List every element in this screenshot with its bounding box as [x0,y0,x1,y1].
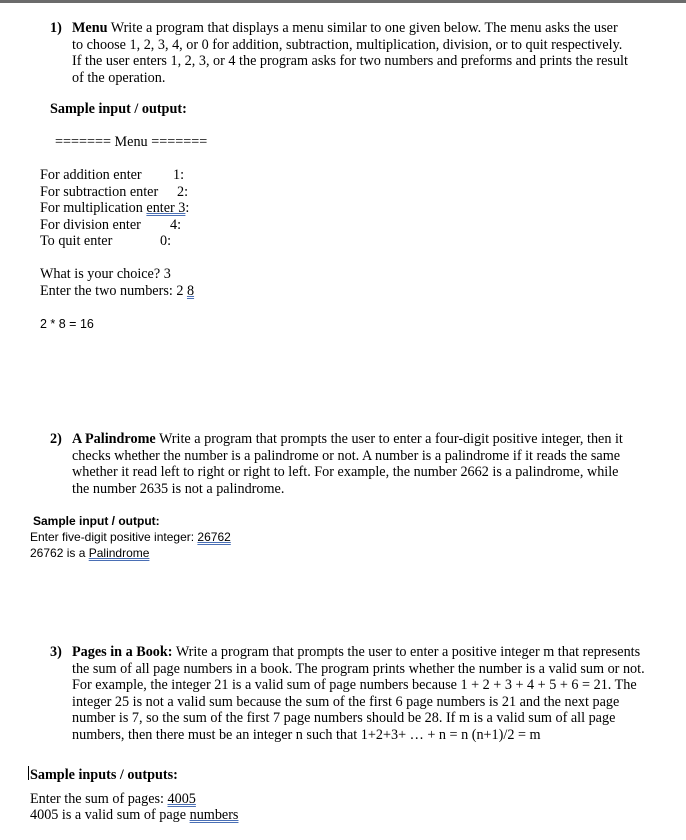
q1-numbers-line [40,283,194,300]
q2-number: 2) [50,431,62,447]
q1-number: 1) [50,20,62,36]
q2-line-4: the number 2635 is not a palindrome. [72,480,285,497]
q3-input-value: 4005 [167,791,196,807]
q1-line-4: of the operation. [72,69,166,86]
q2-output-line [30,546,149,560]
page-top-border [0,0,686,3]
q1-line-2: to choose 1, 2, 3, 4, or 0 for addition, subtraction, multiplication, division, or to quit respectively. [72,36,623,53]
q3-number: 3) [50,644,62,660]
q1-result-line: 2 * 8 = 16 [40,317,94,331]
q3-line-5: number is 7, so the sum of the first 7 page numbers should be 28. If m is a valid sum of all page [72,710,616,727]
q2-line-3: whether it read left to right or right to left. For example, the number 2662 is a palindrome, while [72,464,619,481]
menu-item-label: For subtraction enter [40,184,159,200]
q1-numbers-prompt: Enter the two numbers: 2 [40,283,187,299]
menu-item-value: 0: [160,233,172,249]
q3-line-1: Write a program that prompts the user to enter a positive integer m that represents [175,644,641,660]
q2-line-1: Write a program that prompts the user to enter a four-digit positive integer, then it [158,431,623,447]
q2-input-value: 26762 [197,530,231,544]
menu-item-value: 1: [173,167,185,183]
q3-input-prompt: Enter the sum of pages: [30,791,168,807]
q3-line-6: numbers, then there must be an integer n such that 1+2+3+ … + n = n (n+1)/2 = m [72,726,541,743]
q3-line-3: For example, the integer 21 is a valid sum of page numbers because 1 + 2 + 3 + 4 + 5 + 6 = 21. The [72,677,637,694]
q3-sample-heading: Sample inputs / outputs: [30,767,178,783]
text-cursor [28,766,29,780]
q1-line-3: If the user enters 1, 2, 3, or 4 the program asks for two numbers and preforms and prints the result [72,53,628,70]
menu-item-value: 2: [177,184,189,200]
q2-input-prompt: Enter five-digit positive integer: [30,530,198,544]
q3-output-prefix: 4005 is a valid sum of page [30,807,190,823]
q1-numbers-second: 8 [186,283,195,299]
q1-title: Menu [72,20,108,36]
q2-line-2: checks whether the number is a palindrome or not. A number is a palindrome if it reads the same [72,447,621,464]
q3-line-2: the sum of all page numbers in a book. The program prints whether the number is a valid sum or not. [72,660,645,677]
menu-item-label: To quit enter [40,233,113,249]
q2-description [72,431,652,497]
q1-line-1: Write a program that displays a menu similar to one given below. The menu asks the user [110,20,618,36]
q1-choice-line: What is your choice? 3 [40,266,171,282]
q2-title: A Palindrome [72,431,156,447]
q3-title: Pages in a Book: [72,644,173,660]
menu-item-label: For addition enter [40,167,142,183]
menu-item-value: 4: [170,217,182,233]
q2-sample-heading: Sample input / output: [33,514,160,528]
q2-input-line [30,530,231,544]
q3-input-line [30,791,196,808]
q3-output-line [30,807,238,824]
menu-item-label: For division enter [40,217,141,233]
q1-sample-heading: Sample input / output: [50,101,187,117]
menu-item-label: For multiplication enter 3: [40,200,190,216]
q3-line-4: integer 25 is not a valid sum because the sum of the first 6 page numbers is 21 and the next page [72,693,620,710]
q3-description [72,644,652,744]
q1-description [72,20,652,86]
q1-menu-header: ======= Menu ======= [55,134,208,150]
q2-output-word: Palindrome [88,546,150,560]
q2-output-prefix: 26762 is a [30,546,89,560]
q3-output-word: numbers [189,807,239,823]
